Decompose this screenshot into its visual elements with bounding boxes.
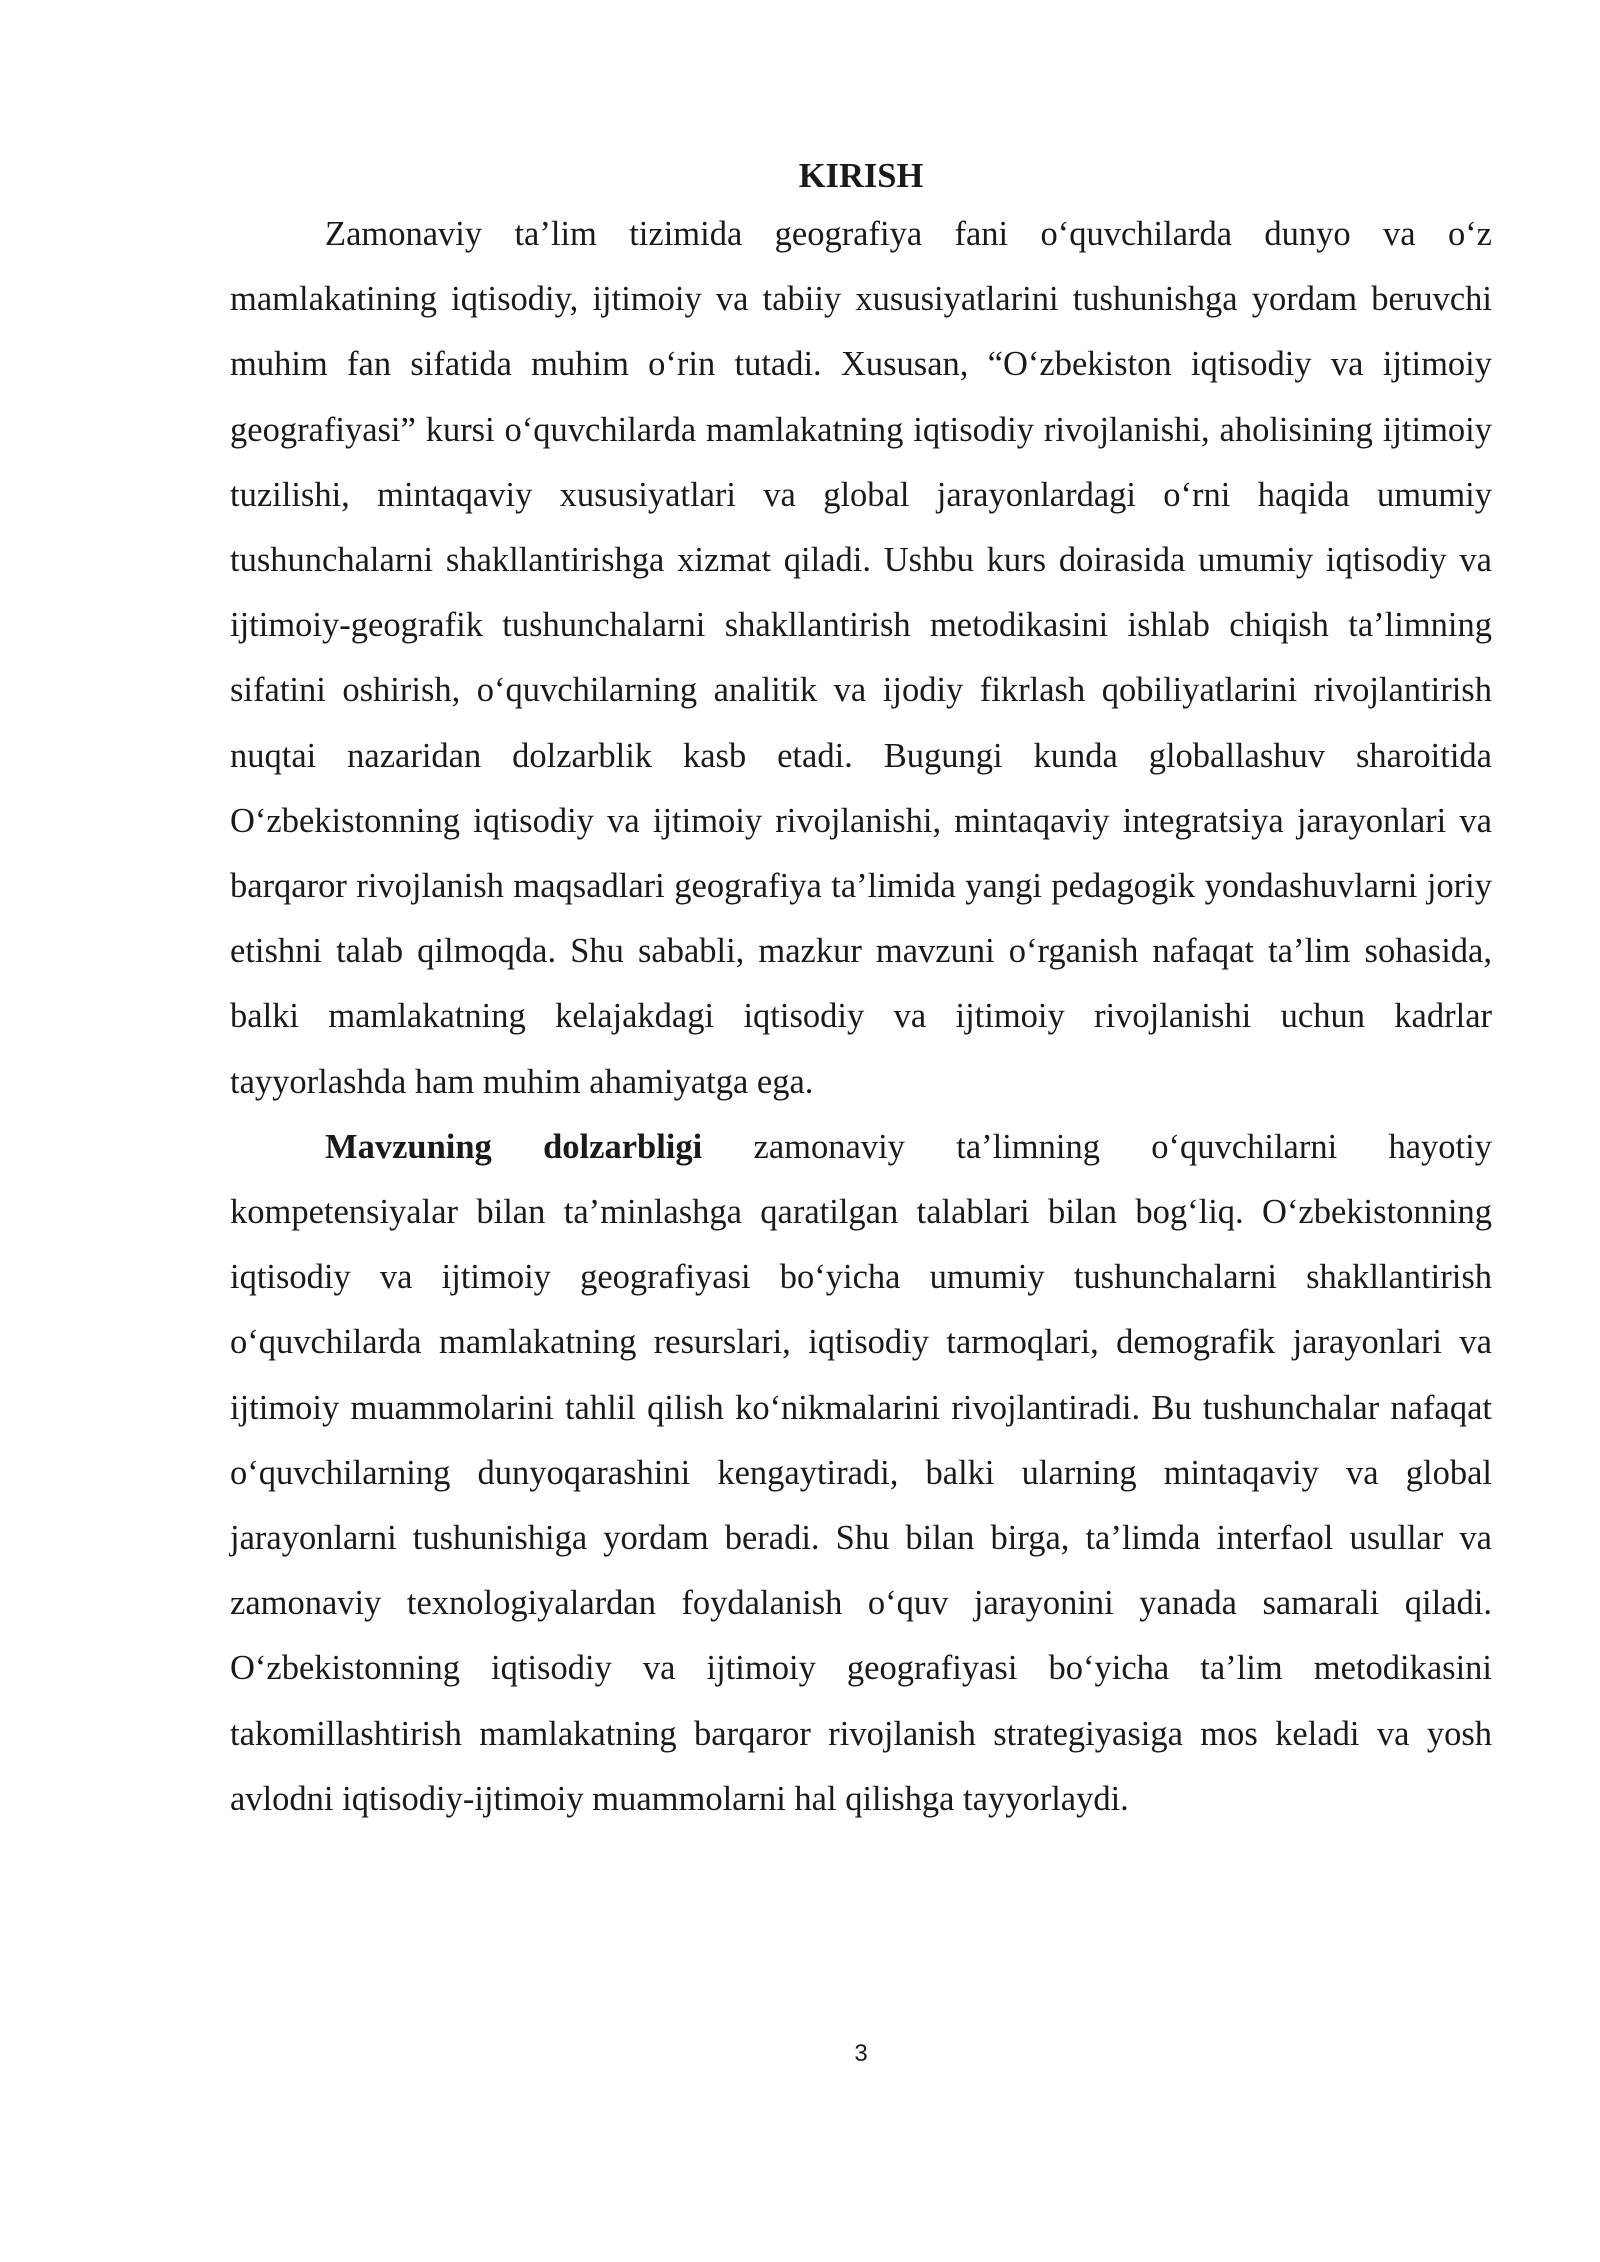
page-number: 3 bbox=[854, 2040, 868, 2067]
intro-paragraph: Zamonaviy ta’lim tizimida geografiya fani o‘quvchilarda dunyo va o‘z mamlakatining iqtisodiy, ijtimoiy va tabiiy xususiyatlarini tushunishga yordam beruvchi muhim fan sifatida muhim o‘rin tutadi. Xususan, “O‘zbekiston iqtisodiy va ijtimoiy geografiyasi” kursi o‘quvchilarda mamlakatning iqtisodiy rivojlanishi, aholisining ijtimoiy tuzilishi, mintaqaviy xususiyatlari va global jarayonlardagi o‘rni haqida umumiy tushunchalarni shakllantirishga xizmat qiladi. Ushbu kurs doirasida umumiy iqtisodiy va ijtimoiy-geografik tushunchalarni shakllantirish metodikasini ishlab chiqish ta’limning sifatini oshirish, o‘quvchilarning analitik va ijodiy fikrlash qobiliyatlarini rivojlantirish nuqtai nazaridan dolzarblik kasb etadi. Bugungi kunda globallashuv sharoitida O‘zbekistonning iqtisodiy va ijtimoiy rivojlanishi, mintaqaviy integratsiya jarayonlari va barqaror rivojlanish maqsadlari geografiya ta’limida yangi pedagogik yondashuvlarni joriy etishni talab qilmoqda. Shu sababli, mazkur mavzuni o‘rganish nafaqat ta’lim sohasida, balki mamlakatning kelajakdagi iqtisodiy va ijtimoiy rivojlanishi uchun kadrlar tayyorlashda ham muhim ahamiyatga ega. bbox=[230, 215, 1492, 1101]
relevance-text: zamonaviy ta’limning o‘quvchilarni hayotiy kompetensiyalar bilan ta’minlashga qaratilgan talablari bilan bog‘liq. O‘zbekistonning iqtisodiy va ijtimoiy geografiyasi bo‘yicha umumiy tushunchalarni shakllantirish o‘quvchilarda mamlakatning resurslari, iqtisodiy tarmoqlari, demografik jarayonlari va ijtimoiy muammolarini tahlil qilish ko‘nikmalarini rivojlantiradi. Bu tushunchalar nafaqat o‘quvchilarning dunyoqarashini kengaytiradi, balki ularning mintaqaviy va global jarayonlarni tushunishiga yordam beradi. Shu bilan birga, ta’limda interfaol usullar va zamonaviy texnologiyalardan foydalanish o‘quv jarayonini yanada samarali qiladi. O‘zbekistonning iqtisodiy va ijtimoiy geografiyasi bo‘yicha ta’lim metodikasini takomillashtirish mamlakatning barqaror rivojlanish strategiyasiga mos keladi va yosh avlodni iqtisodiy-ijtimoiy muammolarni hal qilishga tayyorlaydi. bbox=[230, 1127, 1492, 1818]
page-title: KIRISH bbox=[798, 157, 924, 195]
relevance-paragraph bbox=[230, 1115, 1492, 1832]
page-content bbox=[230, 150, 1492, 1832]
relevance-heading: Mavzuning dolzarbligi bbox=[325, 1127, 703, 1166]
